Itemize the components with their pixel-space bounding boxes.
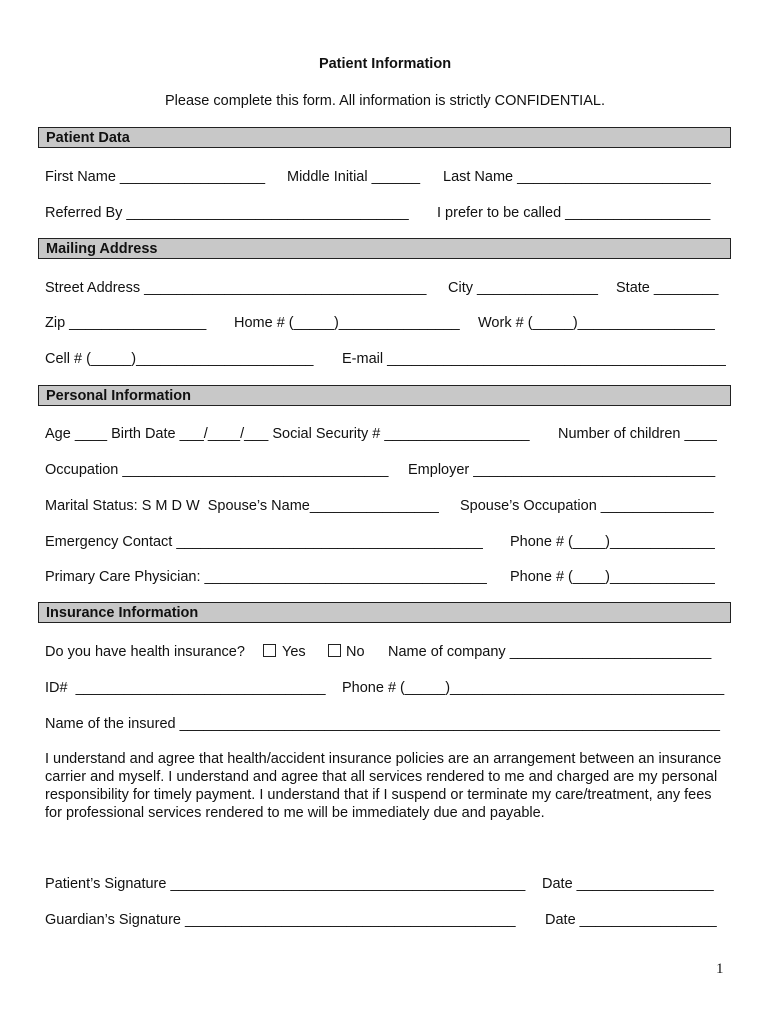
first-name-field[interactable]: First Name __________________ (45, 169, 266, 185)
financial-agreement-text: I understand and agree that health/accident insurance policies are an arrangement between an insurance carrier and myself. I understand and agree that all services rendered to me and charged are my personal responsibility for timely payment. I understand that if I suspend or terminate my care/treatment, any fees for professional services rendered to me will be immediately due and payable. (45, 751, 722, 821)
health-insurance-question: Do you have health insurance? (45, 644, 245, 660)
primary-care-physician-field[interactable]: Primary Care Physician: ___________________________________ (45, 569, 487, 585)
insurance-company-field[interactable]: Name of company _________________________ (388, 644, 712, 660)
insurance-yes-checkbox[interactable] (263, 644, 276, 657)
emergency-phone-field[interactable]: Phone # (____)_____________ (510, 534, 715, 550)
page-subtitle: Please complete this form. All information is strictly CONFIDENTIAL. (165, 93, 605, 109)
state-field[interactable]: State ________ (616, 280, 719, 296)
section-header-personal-information (38, 385, 731, 406)
email-field[interactable]: E-mail __________________________________________ (342, 351, 726, 367)
occupation-field[interactable]: Occupation _________________________________ (45, 462, 389, 478)
zip-field[interactable]: Zip _________________ (45, 315, 207, 331)
last-name-field[interactable]: Last Name ________________________ (443, 169, 711, 185)
section-title: Personal Information (46, 388, 192, 404)
insurance-yes-label: Yes (282, 644, 306, 660)
physician-phone-field[interactable]: Phone # (____)_____________ (510, 569, 715, 585)
age-birthdate-ssn-field[interactable]: Age ____ Birth Date ___/____/___ Social Security # __________________ (45, 426, 530, 442)
spouse-occupation-field[interactable]: Spouse’s Occupation ______________ (460, 498, 714, 514)
section-header-mailing-address (38, 238, 731, 259)
section-header-insurance-information (38, 602, 731, 623)
employer-field[interactable]: Employer ______________________________ (408, 462, 716, 478)
page-number: 1 (716, 961, 724, 977)
section-header-patient-data (38, 127, 731, 148)
section-title: Insurance Information (46, 605, 199, 621)
emergency-contact-field[interactable]: Emergency Contact ______________________________________ (45, 534, 483, 550)
insurance-phone-field[interactable]: Phone # (_____)__________________________________ (342, 680, 725, 696)
guardian-signature-date-field[interactable]: Date _________________ (545, 912, 717, 928)
section-title: Mailing Address (46, 241, 158, 257)
street-address-field[interactable]: Street Address ___________________________________ (45, 280, 427, 296)
section-title: Patient Data (46, 130, 130, 146)
home-phone-field[interactable]: Home # (_____)_______________ (234, 315, 460, 331)
insurance-id-field[interactable]: ID# _______________________________ (45, 680, 326, 696)
number-of-children-field[interactable]: Number of children ____ (558, 426, 717, 442)
city-field[interactable]: City _______________ (448, 280, 598, 296)
patient-signature-field[interactable]: Patient’s Signature ____________________________________________ (45, 876, 526, 892)
referred-by-field[interactable]: Referred By ___________________________________ (45, 205, 409, 221)
guardian-signature-field[interactable]: Guardian’s Signature _________________________________________ (45, 912, 516, 928)
cell-phone-field[interactable]: Cell # (_____)______________________ (45, 351, 314, 367)
insurance-no-label: No (346, 644, 365, 660)
marital-status-field[interactable]: Marital Status: S M D W Spouse’s Name________________ (45, 498, 439, 514)
middle-initial-field[interactable]: Middle Initial ______ (287, 169, 421, 185)
insurance-no-checkbox[interactable] (328, 644, 341, 657)
insured-name-field[interactable]: Name of the insured ___________________________________________________________________ (45, 716, 720, 732)
patient-signature-date-field[interactable]: Date _________________ (542, 876, 714, 892)
preferred-name-field[interactable]: I prefer to be called __________________ (437, 205, 711, 221)
page-title: Patient Information (318, 56, 452, 72)
work-phone-field[interactable]: Work # (_____)_________________ (478, 315, 715, 331)
